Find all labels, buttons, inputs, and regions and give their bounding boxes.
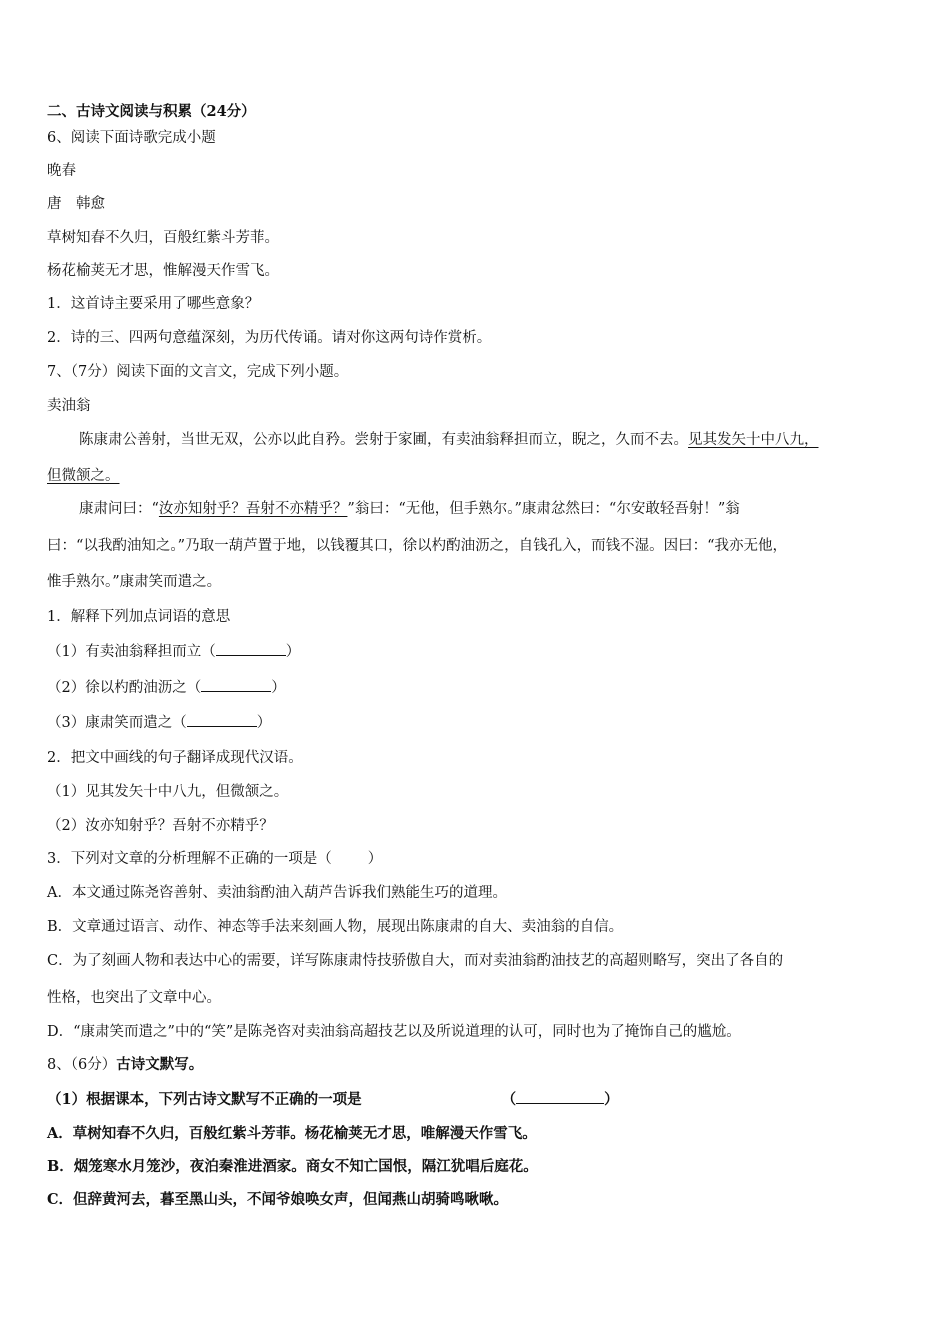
passage-para-2-line-3: 惟手熟尔。”康肃笑而遣之。 [47,574,222,590]
poem-author: 唐 韩愈 [47,196,105,212]
q7-sub-2-1: （1）见其发矢十中八九，但微颔之。 [47,784,289,800]
poem-title: 晚春 [47,163,76,179]
passage-p2-text-a: 康肃问曰：“ [79,501,159,517]
q7-sub-2: 2．把文中画线的句子翻译成现代汉语。 [47,750,303,766]
q7-header: 7、（7分）阅读下面的文言文，完成下列小题。 [47,364,349,380]
q8-sub-1-text: （1）根据课本，下列古诗文默写不正确的一项是 [47,1091,362,1108]
passage-para-1 [79,430,929,450]
q7-sub-1-1-text: （1）有卖油翁释担而立（ [47,644,216,660]
answer-blank[interactable] [216,641,286,656]
q8-number: 8、（6分） [47,1057,117,1073]
q6-sub-1: 1．这首诗主要采用了哪些意象？ [47,296,260,312]
section-title: 二、古诗文阅读与积累（24分） [47,103,256,120]
q7-sub-3-text: 3．下列对文章的分析理解不正确的一项是（ [47,851,332,867]
q8-title: 古诗文默写。 [116,1056,204,1073]
close-paren: ） [285,644,301,660]
q8-option-a: A．草树知春不久归，百般红紫斗芳菲。杨花榆荚无才思，唯解漫天作雪飞。 [47,1125,537,1142]
passage-p1-text: 陈康肃公善射，当世无双，公亦以此自矜。尝射于家圃，有卖油翁释担而立，睨之，久而不去。 [79,432,688,448]
option-b: B．文章通过语言、动作、神态等手法来刻画人物，展现出陈康肃的自大、卖油翁的自信。 [47,919,624,935]
q8-sub-1 [47,1089,927,1110]
q7-sub-1-3 [47,712,927,733]
close-paren: ） [604,1091,619,1108]
q6-sub-2: 2．诗的三、四两句意蕴深刻，为历代传诵。请对你这两句诗作赏析。 [47,330,492,346]
q7-sub-1-1 [47,641,927,662]
answer-blank[interactable] [187,712,257,727]
answer-blank[interactable] [201,677,271,692]
option-c: C．为了刻画人物和表达中心的需要，详写陈康肃恃技骄傲自大，而对卖油翁酌油技艺的高超则略写，突出了各自的 [47,953,784,969]
passage-title: 卖油翁 [47,398,91,414]
close-paren: ） [256,715,272,731]
q8-option-c: C．但辞黄河去，暮至黑山头，不闻爷娘唤女声，但闻燕山胡骑鸣啾啾。 [47,1191,509,1208]
poem-line-2: 杨花榆荚无才思，惟解漫天作雪飞。 [47,263,279,279]
underlined-sentence-1b: 但微颔之。 [47,468,120,484]
passage-p2-text-c: ”翁曰：“无他，但手熟尔。”康肃忿然曰：“尔安敢轻吾射！”翁 [347,501,740,517]
passage-para-1-cont [47,466,927,486]
option-c-cont: 性格，也突出了文章中心。 [47,990,221,1006]
q7-sub-1-2-text: （2）徐以杓酌油沥之（ [47,680,202,696]
close-paren: ） [367,851,383,867]
passage-para-2 [79,499,929,519]
q7-sub-2-2: （2）汝亦知射乎？吾射不亦精乎？ [47,818,274,834]
answer-blank[interactable] [516,1089,604,1104]
close-paren: ） [271,680,286,696]
open-paren: （ [501,1091,517,1108]
q8-option-b: B．烟笼寒水月笼沙，夜泊秦淮进酒家。商女不知亡国恨，隔江犹唱后庭花。 [47,1158,538,1175]
q7-sub-1-3-text: （3）康肃笑而遣之（ [47,715,187,731]
q7-sub-3 [47,849,927,869]
option-d: D．“康肃笑而遣之”中的“笑”是陈尧咨对卖油翁高超技艺以及所说道理的认可，同时也为了掩饰自己的尴尬。 [47,1024,741,1040]
q7-sub-1-2 [47,677,927,698]
poem-line-1: 草树知春不久归，百般红紫斗芳菲。 [47,230,279,246]
q6-header: 6、阅读下面诗歌完成小题 [47,130,216,146]
underlined-sentence-1a: 见其发矢十中八九， [688,432,819,448]
q8-header [47,1055,927,1075]
underlined-sentence-2: 汝亦知射乎？吾射不亦精乎？ [158,501,348,517]
passage-para-2-line-2: 曰：“以我酌油知之。”乃取一葫芦置于地，以钱覆其口，徐以杓酌油沥之，自钱孔入，而钱不湿。因曰：“我亦无他， [47,538,787,554]
option-a: A．本文通过陈尧咨善射、卖油翁酌油入葫芦告诉我们熟能生巧的道理。 [47,885,507,901]
q7-sub-1: 1．解释下列加点词语的意思 [47,609,231,625]
